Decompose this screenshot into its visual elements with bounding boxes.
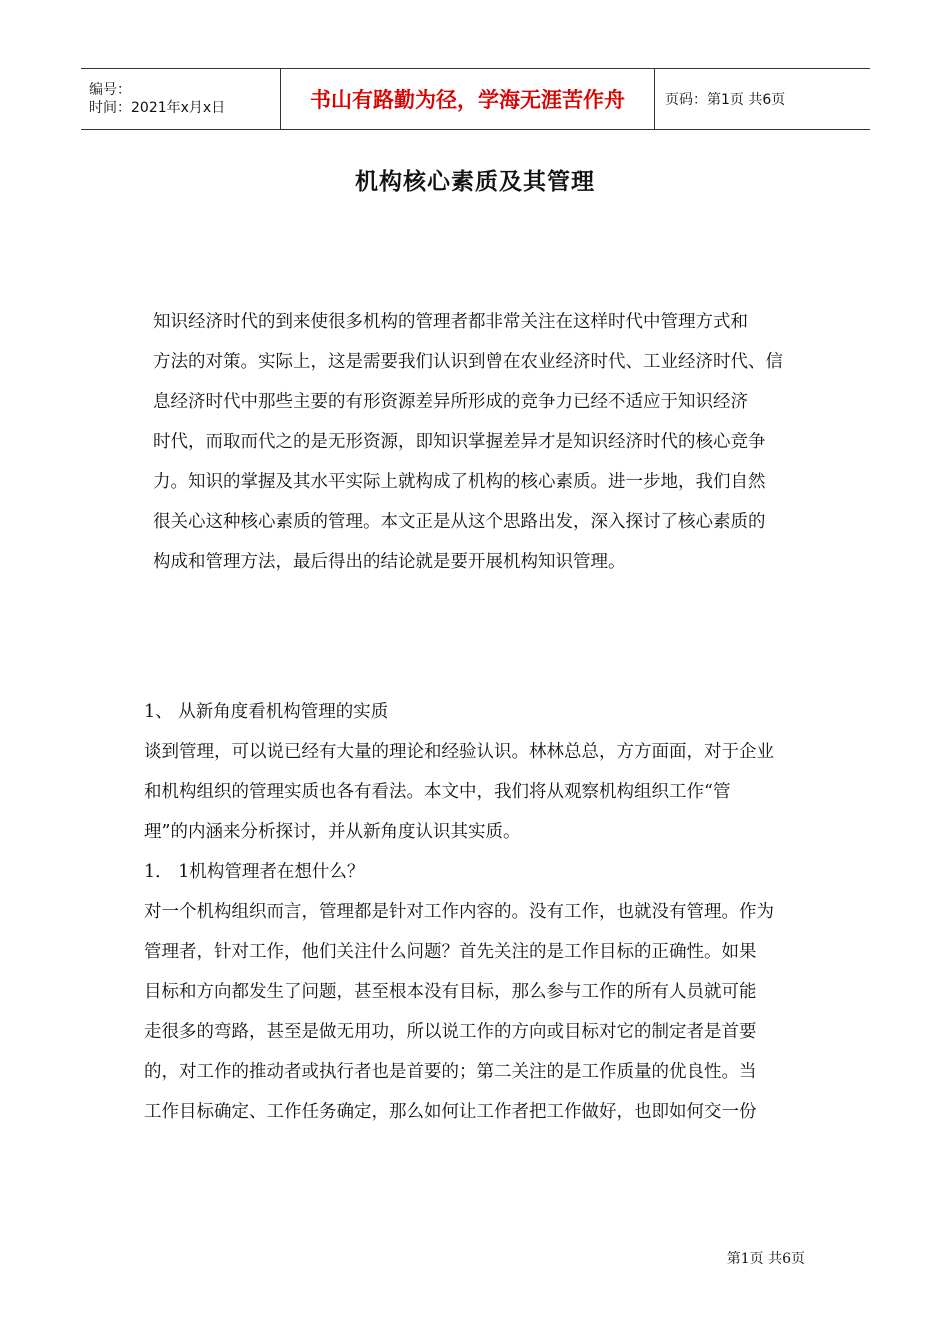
text-line: 谈到管理，可以说已经有大量的理论和经验认识。林林总总，方方面面，对于企业 bbox=[144, 742, 774, 762]
text-line: 对一个机构组织而言，管理都是针对工作内容的。没有工作，也就没有管理。作为 bbox=[144, 902, 774, 922]
intro-paragraph bbox=[144, 302, 810, 582]
text-line: 方法的对策。实际上，这是需要我们认识到曾在农业经济时代、工业经济时代、信 bbox=[153, 352, 783, 372]
text-line: 知识经济时代的到来使很多机构的管理者都非常关注在这样时代中管理方式和 bbox=[153, 312, 748, 332]
section-1-heading: 1、 从新角度看机构管理的实质 bbox=[144, 702, 389, 722]
text-line: 构成和管理方法，最后得出的结论就是要开展机构知识管理。 bbox=[153, 552, 626, 572]
text-line: 理”的内涵来分析探讨，并从新角度认识其实质。 bbox=[144, 822, 521, 842]
text-line: 时代，而取而代之的是无形资源，即知识掌握差异才是知识经济时代的核心竞争 bbox=[153, 432, 766, 452]
page-footer bbox=[727, 1248, 805, 1268]
number-label: 编号： bbox=[89, 82, 131, 98]
text-line: 走很多的弯路，甚至是做无用功，所以说工作的方向或目标对它的制定者是首要 bbox=[144, 1022, 757, 1042]
text-line: 息经济时代中那些主要的有形资源差异所形成的竞争力已经不适应于知识经济 bbox=[153, 392, 748, 412]
header-page-number: 页码：第1页 共6页 bbox=[665, 92, 786, 108]
header-motto bbox=[281, 69, 655, 129]
footer-page-number: 第1页 共6页 bbox=[726, 1251, 805, 1267]
time-label: 时间：2021年x月x日 bbox=[89, 100, 226, 116]
document-title: 机构核心素质及其管理 bbox=[355, 169, 595, 195]
text-line: 力。知识的掌握及其水平实际上就构成了机构的核心素质。进一步地，我们自然 bbox=[153, 472, 766, 492]
text-line: 目标和方向都发生了问题，甚至根本没有目标，那么参与工作的所有人员就可能 bbox=[144, 982, 757, 1002]
text-line: 和机构组织的管理实质也各有看法。本文中，我们将从观察机构组织工作“管 bbox=[144, 782, 731, 802]
section-1 bbox=[144, 692, 810, 1132]
motto-text: 书山有路勤为径，学海无涯苦作舟 bbox=[310, 88, 625, 112]
text-line: 的，对工作的推动者或执行者也是首要的；第二关注的是工作质量的优良性。当 bbox=[144, 1062, 757, 1082]
section-1-1-heading: 1． 1机构管理者在想什么？ bbox=[144, 862, 365, 882]
header-meta bbox=[81, 69, 281, 129]
text-line: 很关心这种核心素质的管理。本文正是从这个思路出发，深入探讨了核心素质的 bbox=[153, 512, 766, 532]
text-line: 工作目标确定、工作任务确定，那么如何让工作者把工作做好，也即如何交一份 bbox=[144, 1102, 757, 1122]
header-page-info bbox=[655, 69, 870, 129]
page-header bbox=[81, 68, 870, 130]
text-line: 管理者，针对工作，他们关注什么问题？首先关注的是工作目标的正确性。如果 bbox=[144, 942, 757, 962]
